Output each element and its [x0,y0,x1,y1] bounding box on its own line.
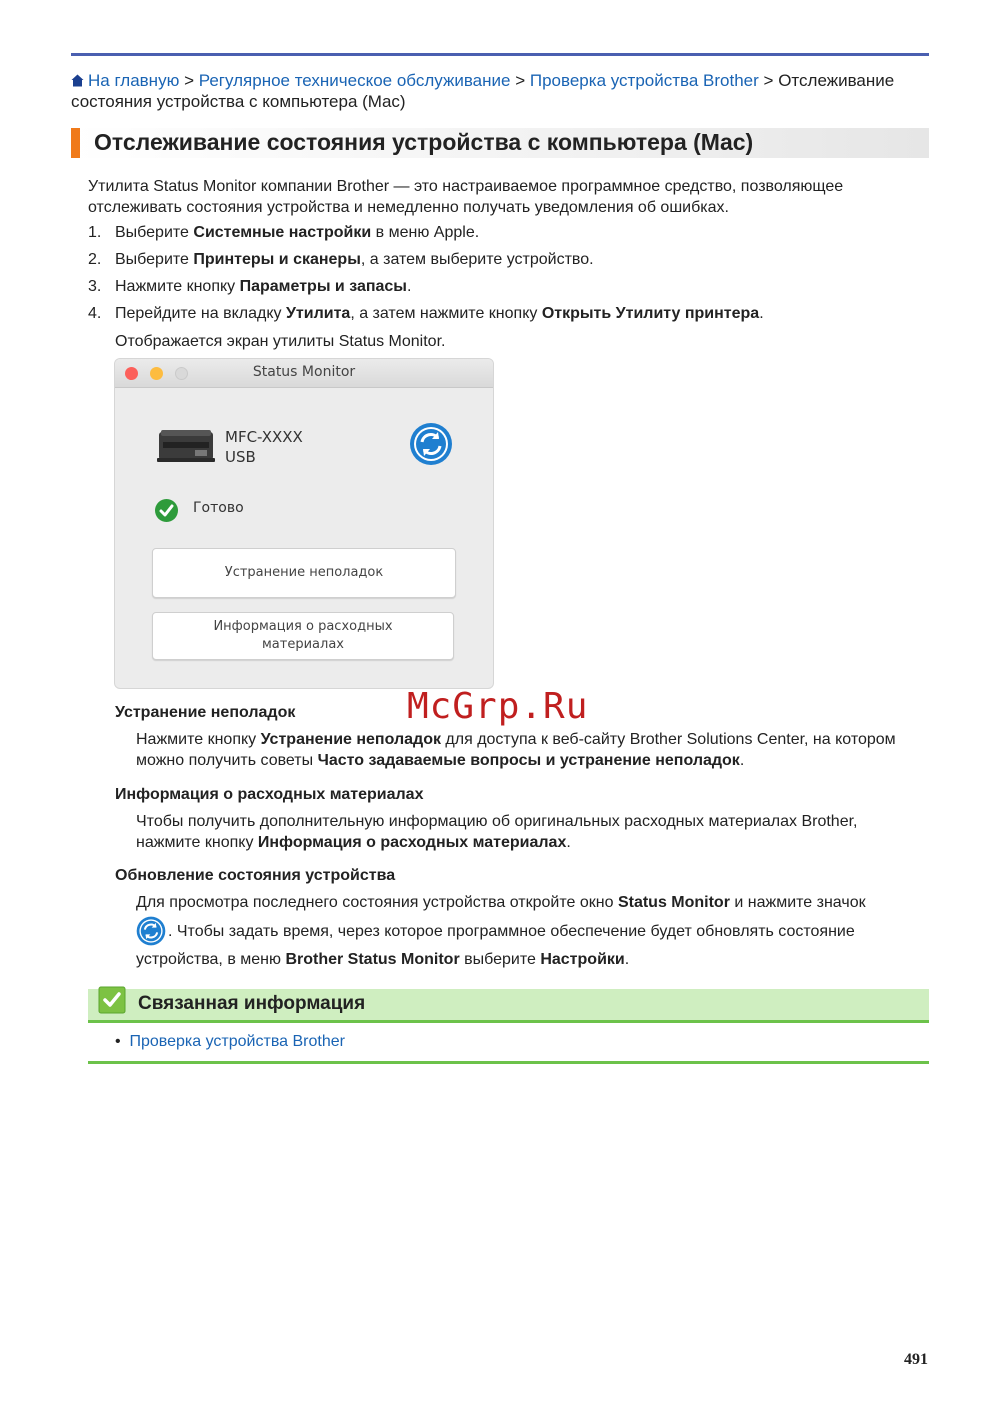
breadcrumb-current: Отслеживание состояния устройства с компьютера (Mac) [71,71,895,111]
watermark: McGrp.Ru [407,686,589,727]
device-model: MFC-XXXX [225,428,303,446]
home-icon[interactable] [71,74,84,87]
refresh-icon[interactable] [409,422,453,466]
breadcrumb-home-link[interactable]: На главную [88,71,180,90]
intro-paragraph: Утилита Status Monitor компании Brother — это настраиваемое программное средство, позволяющее отслеживать состояния устройства и немедленно получать уведомления об ошибках. [88,178,844,216]
shown-text: Отображается экран утилиты Status Monitor. [115,333,446,350]
page-number: 491 [904,1351,928,1368]
breadcrumb-separator: > [184,71,194,90]
related-info-title: Связанная информация [138,993,366,1014]
related-bottom-rule [88,1061,929,1064]
breadcrumb-link-maintenance[interactable]: Регулярное техническое обслуживание [198,71,511,90]
breadcrumb [71,70,931,112]
checkmark-icon [98,986,126,1014]
supplies-heading: Информация о расходных материалах [115,786,424,803]
troubleshoot-paragraph: Нажмите кнопку Устранение неполадок для доступа к веб-сайту Brother Solutions Center, на котором можно получить советы Часто задаваемые вопросы и устранение неполадок. [136,731,896,769]
page-title-bar [71,128,929,158]
step-item: 3. Нажмите кнопку Параметры и запасы. [88,278,412,295]
supplies-info-button[interactable]: Информация о расходных материалах [152,612,454,660]
update-paragraph: Для просмотра последнего состояния устройства откройте окно Status Monitor и нажмите значок . Чтобы задать время, через которое программное обеспечение будет обновлять состояние устройства, в меню Brother Status Monitor выберите Настройки. [136,894,866,968]
status-monitor-titlebar[interactable] [115,359,493,388]
related-link-check-device[interactable]: Проверка устройства Brother [129,1033,345,1050]
troubleshoot-button[interactable]: Устранение неполадок [152,548,456,598]
supplies-paragraph: Чтобы получить дополнительную информацию об оригинальных расходных материалах Brother, нажмите кнопку Информация о расходных материалах. [136,813,858,851]
bullet: • [115,1033,121,1050]
ready-check-icon [155,499,178,522]
refresh-icon [136,916,166,946]
top-rule [71,53,929,56]
steps-list [88,222,928,330]
breadcrumb-separator: > [763,71,774,90]
status-monitor-title: Status Monitor [252,364,356,380]
breadcrumb-separator: > [515,71,526,90]
troubleshoot-heading: Устранение неполадок [115,704,296,721]
page-title: Отслеживание состояния устройства с компьютера (Mac) [94,129,754,155]
printer-icon [157,428,215,464]
title-accent [71,128,80,158]
step-item: 2. Выберите Принтеры и сканеры, а затем выберите устройство. [88,251,594,268]
device-info [225,427,303,467]
step-item: 4. Перейдите на вкладку Утилита, а затем нажмите кнопку Открыть Утилиту принтера. [88,305,764,322]
device-connection: USB [225,448,256,466]
update-heading: Обновление состояния устройства [115,867,396,884]
step-item: 1. Выберите Системные настройки в меню Apple. [88,224,480,241]
device-status: Готово [193,500,244,516]
related-info-bar [88,989,929,1023]
breadcrumb-link-check-device[interactable]: Проверка устройства Brother [529,71,759,90]
status-monitor-window [115,359,493,688]
related-info-item [115,1031,345,1052]
